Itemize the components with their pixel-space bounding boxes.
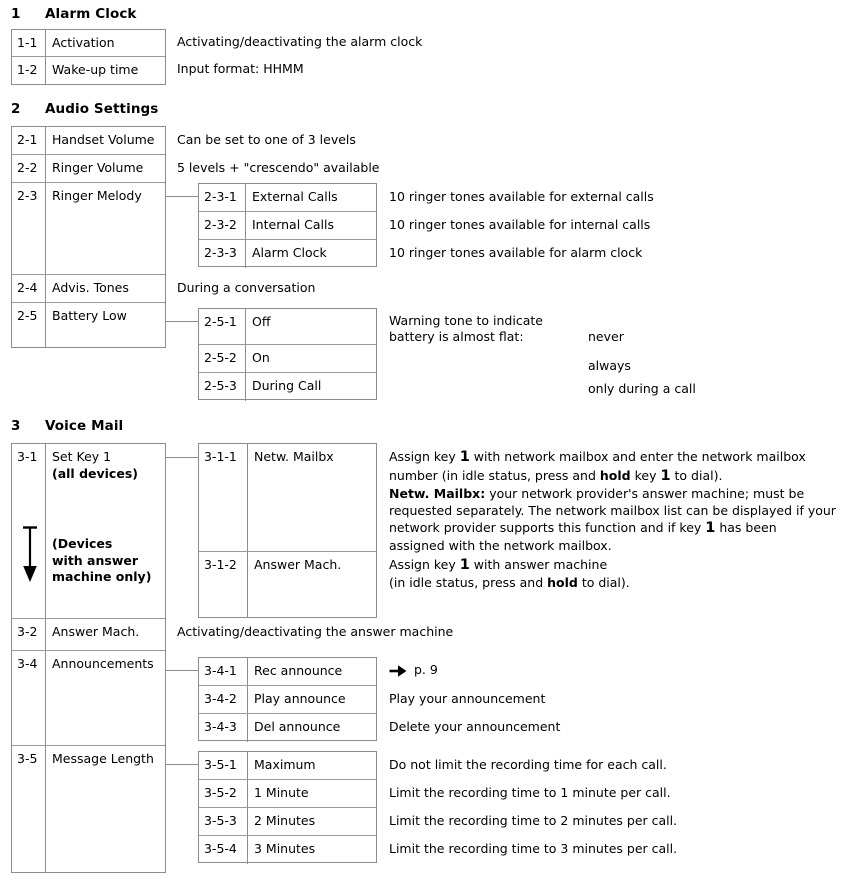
connector-line-battery-low: [166, 321, 198, 322]
row-code: 2-1: [12, 127, 46, 154]
desc-term: Netw. Mailbx:: [389, 486, 486, 502]
row-label-line-3: (Devices: [52, 536, 113, 551]
battery-value: never: [588, 329, 624, 344]
connector-line-ringer-melody: [166, 196, 198, 197]
row-code: [12, 444, 46, 618]
row-code: 2-4: [12, 275, 46, 302]
key-numeral: 1: [660, 468, 671, 485]
row-description: Activating/deactivating the answer machine: [177, 624, 454, 639]
row-code: 3-5-4: [199, 836, 248, 864]
row-label: [46, 444, 165, 618]
row-description: Delete your announcement: [389, 719, 561, 734]
table-row: [12, 444, 165, 619]
down-arrow-icon: [20, 526, 40, 589]
table-row: [199, 780, 376, 808]
section-1-table: [11, 29, 166, 85]
row-code: 2-5-1: [199, 309, 246, 344]
row-description: p. 9: [414, 662, 438, 677]
section-3-number: 3: [11, 418, 21, 434]
row-label: Ringer Melody: [52, 188, 142, 203]
table-row: [199, 686, 376, 714]
table-row: [199, 345, 376, 373]
row-code: 3-4-3: [199, 714, 248, 742]
section-2-table: [11, 126, 166, 348]
table-row: [199, 240, 376, 268]
battery-value: always: [588, 358, 631, 373]
ringer-melody-subtable: [198, 183, 377, 267]
row-code: 3-2: [12, 619, 46, 650]
set-key-subtable: [198, 443, 377, 618]
row-label: On: [252, 350, 270, 365]
desc-text: with network mailbox and enter the network mailbox: [469, 449, 806, 464]
row-description: Limit the recording time to 2 minutes per call.: [389, 813, 678, 828]
row-code: 3-5: [12, 746, 46, 872]
table-row: [12, 183, 165, 275]
table-row: [12, 651, 165, 746]
row-label: External Calls: [252, 189, 338, 204]
table-row: [199, 714, 376, 742]
desc-emphasis: hold: [547, 575, 578, 591]
table-row: [12, 57, 165, 84]
row-description: Activating/deactivating the alarm clock: [177, 34, 423, 49]
row-label-line-2: (all devices): [52, 465, 138, 481]
row-label: Activation: [52, 35, 115, 50]
row-label: During Call: [252, 378, 322, 393]
desc-text: with answer machine: [469, 557, 608, 572]
message-length-subtable: [198, 751, 377, 863]
battery-note-line-2: battery is almost flat:: [389, 329, 524, 344]
row-code: 2-5-3: [199, 373, 246, 401]
row-label-line-4: with answer: [52, 552, 139, 568]
section-2-title: Audio Settings: [45, 101, 159, 117]
table-row: [199, 752, 376, 780]
row-label: Del announce: [254, 719, 341, 734]
row-code: 2-2: [12, 155, 46, 182]
table-row: [12, 30, 165, 57]
section-1-title: Alarm Clock: [45, 6, 137, 22]
row-code: 2-3-2: [199, 212, 246, 239]
row-label: Maximum: [254, 757, 316, 772]
row-code: 2-5: [12, 303, 46, 347]
row-label: Internal Calls: [252, 217, 334, 232]
row-label: Handset Volume: [52, 132, 155, 147]
row-description: During a conversation: [177, 280, 316, 295]
row-description: 5 levels + "crescendo" available: [177, 160, 380, 175]
row-description: 10 ringer tones available for external calls: [389, 189, 654, 204]
desc-text: number (in idle status, press and: [389, 468, 600, 484]
key-numeral: 1: [459, 449, 470, 465]
row-label: Message Length: [52, 751, 154, 766]
table-row: [199, 212, 376, 240]
row-label: 2 Minutes: [254, 813, 316, 828]
row-label: Rec announce: [254, 663, 343, 678]
table-row: [199, 444, 376, 552]
row-label: Netw. Mailbx: [254, 449, 334, 464]
desc-text: assigned with the network mailbox.: [389, 538, 612, 554]
table-row: [12, 155, 165, 183]
row-code: 2-3-1: [199, 184, 246, 211]
desc-text: to dial).: [670, 468, 723, 484]
row-label: Answer Mach.: [254, 557, 342, 572]
row-label: Off: [252, 314, 271, 329]
battery-value: only during a call: [588, 381, 696, 396]
row-label: Answer Mach.: [52, 624, 140, 639]
row-code: 3-5-1: [199, 752, 248, 779]
desc-text: network provider supports this function and if key: [389, 520, 706, 536]
answer-mach-description: [389, 556, 854, 592]
row-code: 3-4: [12, 651, 46, 745]
section-3-title: Voice Mail: [45, 418, 124, 434]
row-label: Announcements: [52, 656, 154, 671]
row-code: 3-4-2: [199, 686, 248, 713]
connector-line-announcements: [166, 670, 198, 671]
row-label: 3 Minutes: [254, 841, 316, 856]
section-1-number: 1: [11, 6, 21, 22]
row-description: 10 ringer tones available for alarm clock: [389, 245, 643, 260]
row-description: 10 ringer tones available for internal calls: [389, 217, 651, 232]
row-label: Ringer Volume: [52, 160, 144, 175]
row-label: 1 Minute: [254, 785, 309, 800]
row-code: 3-5-3: [199, 808, 248, 835]
connector-line-message-length: [166, 764, 198, 765]
desc-emphasis: hold: [599, 468, 631, 484]
desc-text: (in idle status, press and: [389, 575, 548, 591]
connector-line-set-key: [166, 457, 198, 458]
row-description: Do not limit the recording time for each call.: [389, 757, 667, 772]
row-label: Wake-up time: [52, 62, 139, 77]
table-row: [12, 619, 165, 651]
desc-text: has been: [715, 520, 777, 536]
announcements-subtable: [198, 657, 377, 741]
row-description: Input format: HHMM: [177, 61, 304, 76]
desc-text: Assign key: [389, 449, 460, 464]
table-row: [199, 373, 376, 401]
section-3-table: [11, 443, 166, 873]
netw-mailbx-description: [389, 448, 854, 555]
row-code: 1-2: [12, 57, 46, 84]
row-label: Battery Low: [52, 308, 127, 323]
battery-low-subtable: [198, 308, 377, 400]
row-label: Play announce: [254, 691, 346, 706]
row-code: 2-5-2: [199, 345, 246, 372]
row-label: Advis. Tones: [52, 280, 129, 295]
table-row: [199, 184, 376, 212]
table-row: [199, 658, 376, 686]
desc-text: your network provider's answer machine; must be: [485, 486, 805, 502]
key-numeral: 1: [459, 557, 470, 573]
table-row: [199, 836, 376, 864]
desc-text: to dial).: [577, 575, 630, 591]
table-row: [199, 309, 376, 345]
table-row: [12, 303, 165, 347]
section-2-number: 2: [11, 101, 21, 117]
row-code: 2-3-3: [199, 240, 246, 268]
row-label-line-1: Set Key 1: [52, 449, 112, 464]
row-code: 3-1-1: [199, 444, 248, 551]
desc-text: Assign key: [389, 557, 460, 572]
table-row: [199, 808, 376, 836]
table-row: [12, 746, 165, 872]
row-label-line-5: machine only): [52, 569, 152, 584]
battery-note-line-1: Warning tone to indicate: [389, 313, 543, 328]
row-description: Limit the recording time to 1 minute per call.: [389, 785, 671, 800]
row-code: 2-3: [12, 183, 46, 274]
row-description: Play your announcement: [389, 691, 546, 706]
row-label: Alarm Clock: [252, 245, 327, 260]
table-row: [12, 275, 165, 303]
desc-text: requested separately. The network mailbox list can be displayed if your: [389, 502, 836, 518]
row-description: Can be set to one of 3 levels: [177, 132, 356, 147]
row-code: 3-4-1: [199, 658, 248, 685]
row-description: Limit the recording time to 3 minutes per call.: [389, 841, 678, 856]
key-numeral: 1: [705, 520, 716, 537]
table-row: [12, 127, 165, 155]
table-row: [199, 552, 376, 618]
row-code: 3-5-2: [199, 780, 248, 807]
desc-text: key: [630, 468, 661, 484]
row-code: 3-1-2: [199, 552, 248, 618]
right-arrow-icon: [389, 663, 407, 682]
row-code-text: 3-1: [17, 449, 38, 464]
row-code: 1-1: [12, 30, 46, 56]
